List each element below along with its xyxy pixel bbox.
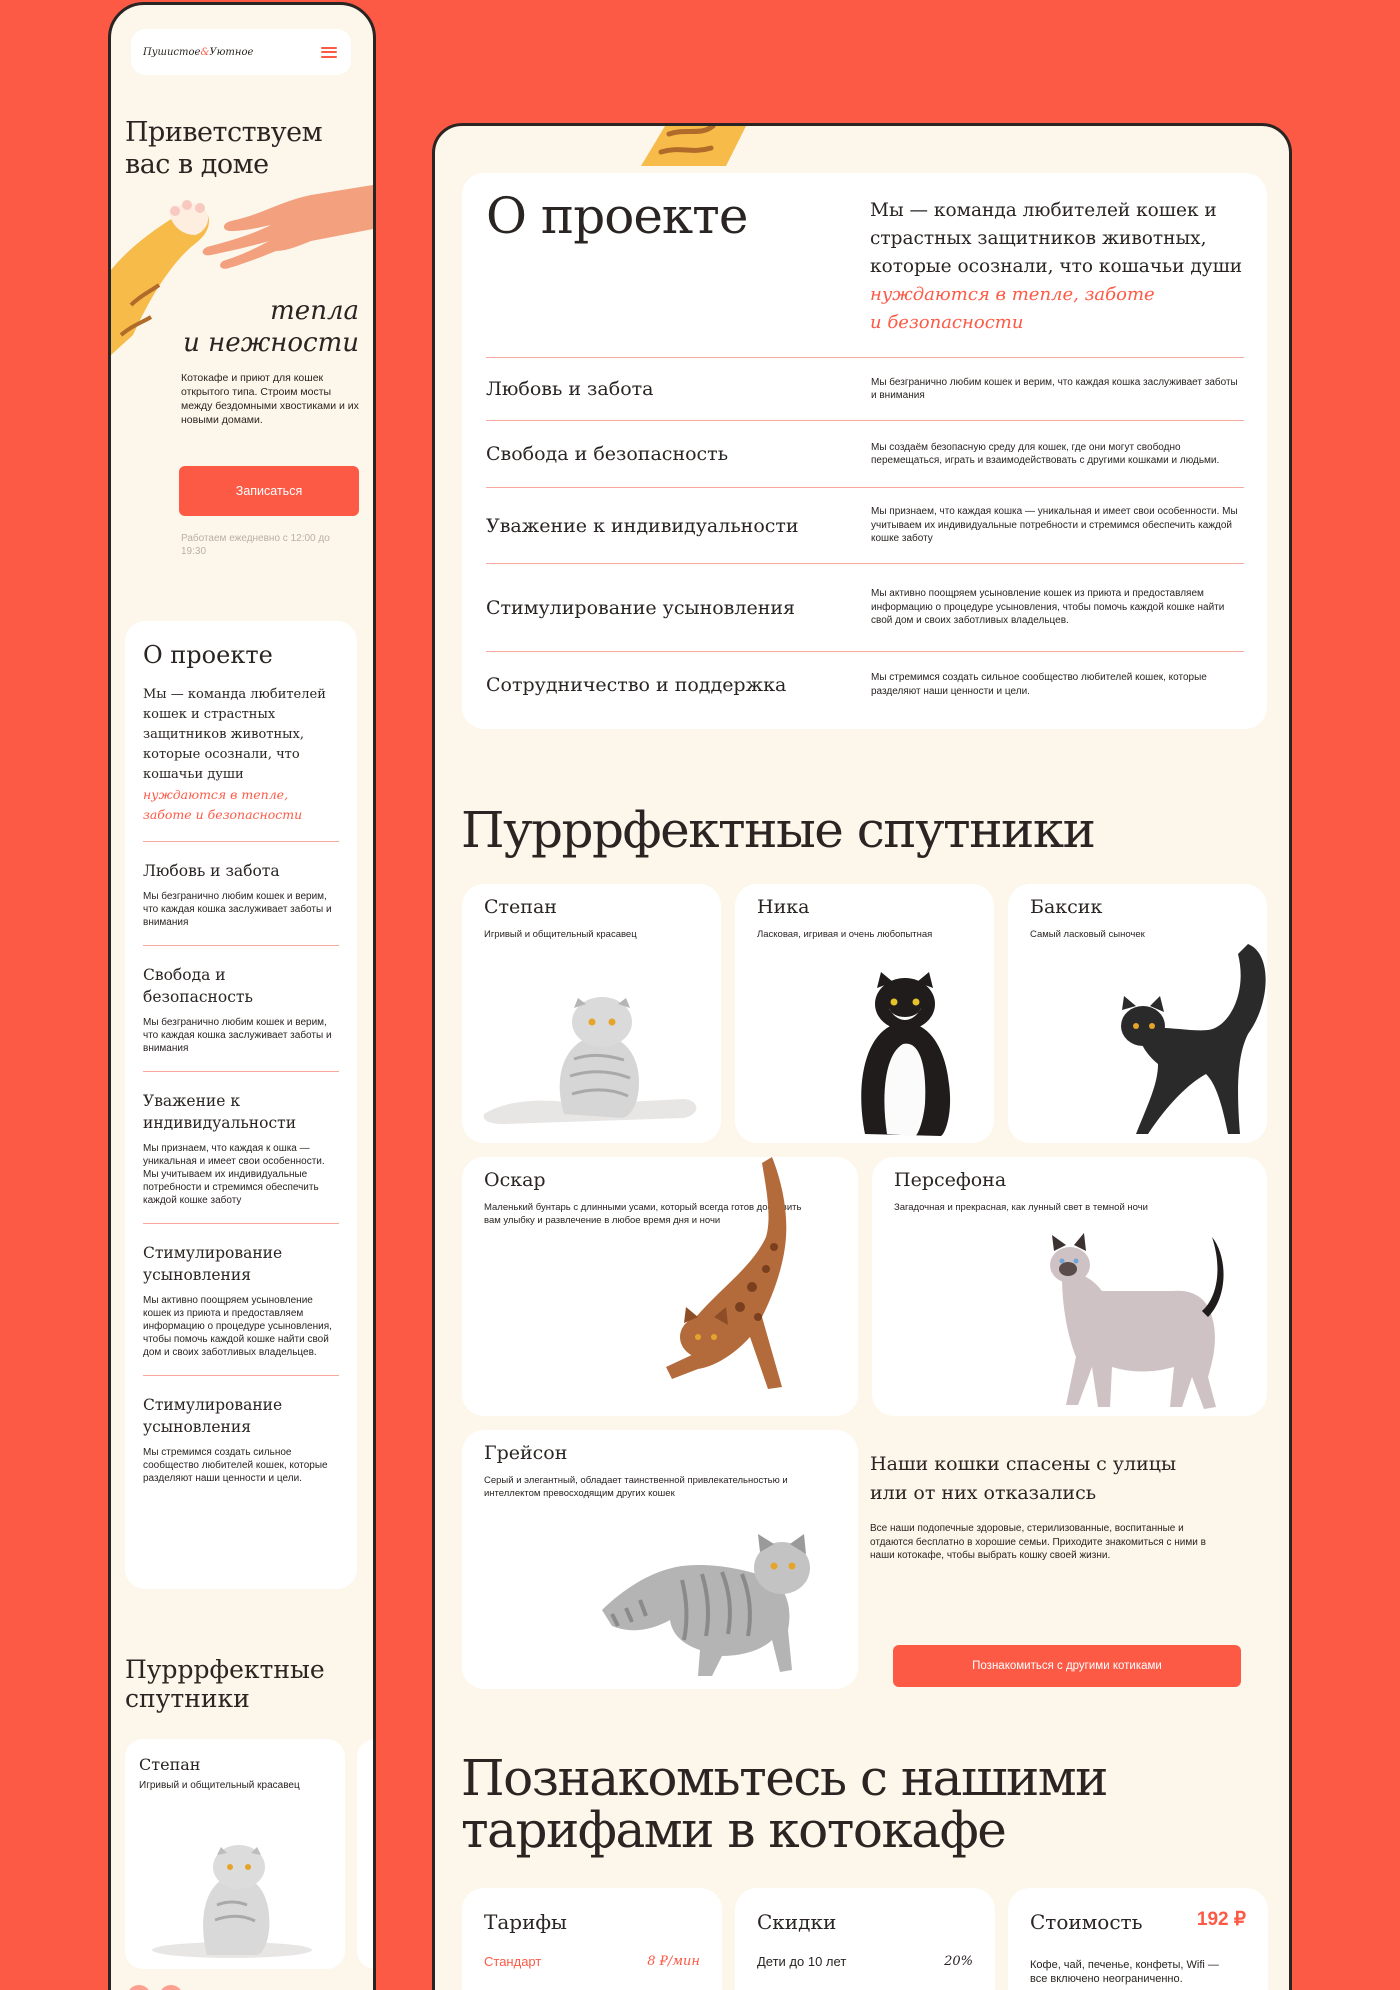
cat-oskar-illustration [662, 1157, 832, 1412]
tariffs-discounts-card [735, 1888, 995, 1990]
cat-greyson-illustration [592, 1510, 832, 1680]
cat-description: Игривый и общительный красавец [139, 1780, 300, 1791]
hero-italic-line: тепла [270, 296, 359, 326]
cat-name: Грейсон [484, 1442, 568, 1464]
desktop-preview [432, 123, 1292, 1990]
about-row-title: Уважение к индивидуальности [143, 1092, 297, 1132]
about-row [486, 651, 1244, 717]
carousel-dot[interactable] [127, 1985, 151, 1990]
companions-title: Пурррфектные спутники [461, 801, 1095, 859]
about-row [143, 1223, 339, 1359]
cat-card-persefona[interactable] [872, 1157, 1267, 1416]
working-hours: Работаем ежедневно с 12:00 до 19:30 [181, 533, 330, 557]
cat-description: Игривый и общительный красавец [484, 929, 637, 940]
tariffs-cost-card [1008, 1888, 1268, 1990]
about-row-text: Мы безгранично любим кошек и верим, что каждая кошка заслуживает заботы и внимания [143, 891, 332, 928]
cost-price: 192 ₽ [1196, 1909, 1246, 1930]
about-row-title: Любовь и забота [486, 378, 654, 400]
about-lead: Мы — команда любителей кошек и страстных защитников животных, которые осознали, что кошачьи души [143, 687, 326, 782]
cat-name: Баксик [1030, 896, 1103, 918]
about-row [143, 945, 339, 1055]
about-rows [486, 357, 1244, 717]
about-card [462, 173, 1267, 729]
cat-name: Персефона [894, 1169, 1007, 1191]
about-row [486, 420, 1244, 487]
about-row-title: Стимулирование усыновления [143, 1244, 283, 1284]
cat-card-greyson[interactable] [462, 1430, 858, 1689]
cat-nika-illustration [845, 954, 975, 1143]
about-row [486, 563, 1244, 651]
hero-italic [183, 295, 359, 359]
rescued-text: Все наши подопечные здоровые, стерилизованные, воспитанные и отдаются бесплатно в хорошие семьи. Приходите знакомиться с ними в наши котокафе, чтобы выбрать кошку своей жизни. [870, 1523, 1206, 1561]
cat-stepan-illustration [137, 1815, 327, 1965]
about-row-title: Стимулирование усыновления [143, 1396, 283, 1436]
cat-stepan-illustration [474, 974, 714, 1134]
cat-card-oskar[interactable] [462, 1157, 858, 1416]
hero-title: Приветствуем вас в доме [125, 117, 323, 180]
about-lead [870, 197, 1250, 337]
cat-card-nika[interactable] [735, 884, 994, 1143]
about-row [143, 841, 339, 929]
mobile-preview [108, 2, 376, 1990]
cat-tail-decoration [631, 123, 751, 166]
carousel-dot[interactable] [159, 1985, 183, 1990]
rescued-info [870, 1450, 1270, 1563]
discount-row [757, 1954, 973, 1969]
logo-text-second: Уютное [209, 46, 254, 58]
tariff-row[interactable] [484, 1954, 700, 1969]
about-lead-text: Мы — команда любителей кошек и страстных защитников животных, которые осознали, что кошачьи души [870, 200, 1243, 277]
mobile-about-card [125, 621, 357, 1589]
menu-icon[interactable] [321, 47, 337, 58]
cat-name: Степан [484, 896, 557, 918]
about-row-title: Свобода и безопасность [486, 443, 729, 465]
about-row-text: Мы активно поощряем усыновление кошек из приюта и предоставляем информацию о процедуре усыновления, чтобы помочь каждой кошке найти свой дом и своих заботливых владельцев. [143, 1295, 332, 1358]
cat-description: Ласковая, игривая и очень любопытная [757, 929, 933, 940]
cat-card-stepan[interactable] [462, 884, 721, 1143]
about-row-title: Уважение к индивидуальности [486, 514, 799, 537]
about-row-text: Мы безгранично любим кошек и верим, что каждая кошка заслуживает заботы и внимания [143, 1017, 332, 1054]
about-title: О проекте [143, 641, 273, 669]
discount-name: Дети до 10 лет [757, 1954, 847, 1969]
cat-card[interactable] [125, 1739, 345, 1969]
cat-card-next[interactable] [357, 1739, 376, 1969]
cat-card-baksik[interactable] [1008, 884, 1267, 1143]
about-row-text: Мы признаем, что каждая кошка — уникальная и имеет свои особенности. Мы учитываем их индивидуальные потребности и стремимся обеспечить каждой кошке заботу [871, 506, 1238, 545]
cat-name: Ника [757, 896, 810, 918]
about-row-text: Мы признаем, что каждая к ошка — уникальная и имеет свои особенности. Мы учитываем их индивидуальные потребности и стремимся обеспечить каждой кошке заботу [143, 1143, 325, 1206]
cat-description: Самый ласковый сыночек [1030, 929, 1145, 940]
about-row-text: Мы создаём безопасную среду для кошек, где они могут свободно перемещаться, играть и взаимодействовать с другими кошками и людьми. [871, 441, 1220, 466]
cat-baksik-illustration [1098, 934, 1267, 1143]
cat-description: Загадочная и прекрасная, как лунный свет в темной ночи [894, 1202, 1148, 1213]
cat-persefona-illustration [1032, 1207, 1252, 1416]
tariffs-plans-card [462, 1888, 722, 1990]
cost-title: Стоимость [1030, 1910, 1143, 1934]
about-row-title: Свобода и безопасность [143, 966, 253, 1006]
tariffs-title: Познакомьтесь с нашими тарифами в котокафе [461, 1749, 1108, 1859]
about-lead-accent: нуждаются в тепле, заботе и безопасности [143, 787, 303, 822]
about-title: О проекте [486, 187, 748, 245]
cat-description: Серый и элегантный, обладает таинственной привлекательностью и интеллектом превосходящим других кошек [484, 1475, 788, 1499]
cat-name: Степан [139, 1755, 201, 1774]
about-row [486, 487, 1244, 563]
hero-italic-line: и нежности [183, 328, 359, 358]
tariffs-plans-title: Тарифы [484, 1910, 567, 1934]
rescued-title: Наши кошки спасены с улицы или от них отказались [870, 1453, 1177, 1504]
about-row-text: Мы стремимся создать сильное сообщество любителей кошек, которые разделяют наши ценности и цели. [143, 1447, 328, 1484]
cat-name: Оскар [484, 1169, 546, 1191]
about-lead-accent: нуждаются в тепле, заботе и безопасности [870, 284, 1155, 333]
tariff-name: Стандарт [484, 1954, 542, 1969]
discount-value: 20% [944, 1954, 973, 1969]
about-row-title: Стимулирование усыновления [486, 596, 796, 619]
about-row-title: Сотрудничество и поддержка [486, 673, 787, 696]
cat-description: Маленький бунтарь с длинными усами, который всегда готов доставить вам улыбку и развлечение в любое время дня и ночи [484, 1202, 802, 1226]
about-row [486, 357, 1244, 420]
about-row-text: Мы стремимся создать сильное сообщество любителей кошек, которые разделяют наши ценности и цели. [871, 672, 1207, 697]
signup-button[interactable]: Записаться [179, 466, 359, 516]
about-row [143, 1071, 339, 1207]
discounts-title: Скидки [757, 1910, 837, 1934]
hero-description: Котокафе и приют для кошек открытого типа. Строим мосты между бездомными хвостиками и их новыми домами. [181, 372, 359, 426]
companions-title: Пурррфектные спутники [125, 1655, 325, 1713]
carousel-dots [127, 1985, 183, 1990]
tariff-price: 8 ₽/мин [647, 1954, 700, 1969]
meet-more-cats-button[interactable]: Познакомиться с другими котиками [893, 1645, 1241, 1687]
logo-text: Пушистое [143, 46, 201, 58]
about-row-text: Мы безгранично любим кошек и верим, что каждая кошка заслуживает заботы и внимания [871, 376, 1238, 401]
about-row-title: Любовь и забота [143, 862, 280, 880]
logo[interactable] [143, 47, 253, 58]
about-row-text: Мы активно поощряем усыновление кошек из приюта и предоставляем информацию о процедуре усыновления, чтобы помочь каждой кошке найти свой дом и своих заботливых владельцев. [871, 588, 1225, 627]
mobile-header [131, 29, 351, 75]
cost-note: Кофе, чай, печенье, конфеты, Wifi — все включено неограниченно. [1030, 1959, 1219, 1985]
about-row [143, 1375, 339, 1485]
logo-ampersand: & [200, 46, 210, 58]
